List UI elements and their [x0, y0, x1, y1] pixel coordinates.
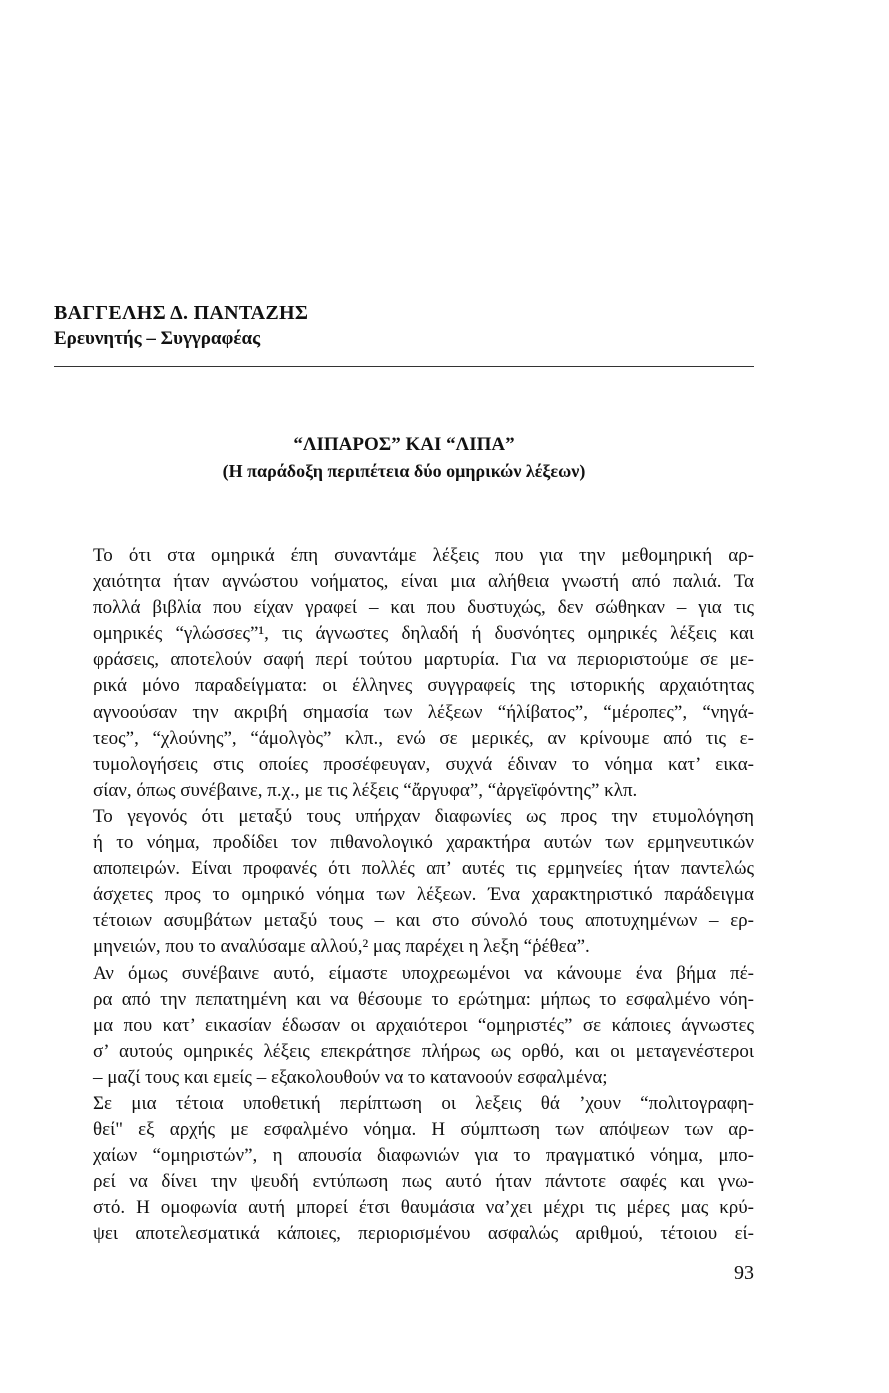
text-line: ψει αποτελεσματικά κάποιες, περιορισμένου ασφαλώς αριθμού, τέτοιου εί-: [93, 1223, 754, 1245]
text-line: Το ότι στα ομηρικά έπη συναντάμε λέξεις που για την μεθομηρική αρ-: [93, 545, 754, 566]
text-line: σίαν, όπως συνέβαινε, π.χ., με τις λέξεις “ἄργυφα”, “ἀργεϊφόντης” κλπ.: [93, 779, 638, 801]
text-line: Σε μια τέτοια υποθετική περίπτωση οι λεξεις θά ’χουν “πολιτογραφη-: [93, 1092, 754, 1114]
text-line: ρικά μόνο παραδείγματα: οι έλληνες συγγραφείς της ιστορικής αρχαιότητας: [93, 675, 754, 697]
text-line: ή το νόημα, προδίδει τον πιθανολογικό χαρακτήρα αυτών των ερμηνευτικών: [93, 832, 754, 854]
text-line: θεί" εξ αρχής με εσφαλμένο νόημα. Η σύμπτωση των απόψεων των αρ-: [93, 1119, 754, 1141]
text-line: τεος”, “χλούνης”, “άμολγὸς” κλπ., ενώ σε μερικές, αν κρίνουμε από τις ε-: [93, 727, 754, 749]
article-body: [54, 543, 754, 1248]
text-line: χαίων “ομηριστών”, η απουσία διαφωνιών για το πραγματικό νόημα, μπο-: [93, 1145, 754, 1167]
text-line: χαιότητα ήταν αγνώστου νοήματος, είναι μια αλήθεια γνωστή από παλιά. Τα: [93, 571, 754, 593]
paragraph-1: [54, 543, 754, 804]
header-divider: [54, 366, 754, 367]
title-block: [54, 432, 754, 484]
text-line: αγνοούσαν την ακριβή σημασία των λέξεων “ήλίβατος”, “μέροπες”, “νηγά-: [93, 701, 754, 723]
text-line: άσχετες προς το ομηρικό νόημα των λέξεων. Ένα χαρακτηριστικό παράδειγμα: [93, 884, 754, 906]
text-line: τυμολογήσεις στις οποίες προσέφευγαν, συχνά έδιναν το νόημα κατ’ εικα-: [93, 753, 754, 775]
article-subtitle: (Η παράδοξη περιπέτεια δύο ομηρικών λέξεων): [222, 461, 586, 481]
text-line: τέτοιων ασυμβάτων μεταξύ τους – και στο σύνολό τους αποτυχημένων – ερ-: [93, 910, 754, 932]
article-title: “ΛΙΠΑΡΟΣ” ΚΑΙ “ΛΙΠΑ”: [293, 434, 515, 455]
text-line: – μαζί τους και εμείς – εξακολουθούν να το κατανοούν εσφαλμένα;: [93, 1066, 608, 1088]
paragraph-3: [54, 961, 754, 1091]
text-line: φράσεις, αποτελούν σαφή περί τούτου μαρτυρία. Για να περιοριστούμε σε με-: [93, 649, 754, 671]
text-line: ρα από την πεπατημένη και να θέσουμε το ερώτημα: μήπως το εσφαλμένο νόη-: [93, 988, 754, 1010]
author-name: ΒΑΓΓΕΛΗΣ Δ. ΠΑΝΤΑΖΗΣ: [54, 302, 309, 324]
text-line: στό. Η ομοφωνία αυτή μπορεί έτσι θαυμάσια να’χει μέχρι τις μέρες μας κρύ-: [93, 1197, 754, 1219]
text-line: σ’ αυτούς ομηρικές λέξεις επεκράτησε πλήρως ως ορθό, και οι μεταγενέστεροι: [93, 1040, 754, 1062]
page-number: 93: [734, 1262, 754, 1284]
text-line: ομηρικές “γλώσσες”¹, τις άγνωστες δηλαδή ή δυσνόητες ομηρικές λέξεις και: [93, 623, 754, 645]
paragraph-2: [54, 804, 754, 961]
text-line: πολλά βιβλία που είχαν γραφεί – και που δυστυχώς, δεν σώθηκαν – για τις: [93, 597, 754, 619]
author-role: Ερευνητής – Συγγραφέας: [54, 328, 261, 349]
text-line: αποπειρών. Είναι προφανές ότι πολλές απ’ αυτές τις ερμηνείες ήταν παντελώς: [93, 858, 754, 880]
text-line: ρεί να δίνει την ψευδή εντύπωση πως αυτό ήταν πάντοτε σαφές και γνω-: [93, 1171, 754, 1193]
text-line: μηνειών, που το αναλύσαμε αλλού,² μας παρέχει η λεξη “ῥέθεα”.: [93, 936, 590, 958]
paragraph-4: [54, 1091, 754, 1248]
text-line: Αν όμως συνέβαινε αυτό, είμαστε υποχρεωμένοι να κάνουμε ένα βήμα πέ-: [93, 962, 754, 984]
text-line: μα που κατ’ εικασίαν έδωσαν οι αρχαιότεροι “ομηριστές” σε κάποιες άγνωστες: [93, 1014, 754, 1036]
author-block: [54, 300, 754, 352]
text-line: Το γεγονός ότι μεταξύ τους υπήρχαν διαφωνίες ως προς την ετυμολόγηση: [93, 805, 754, 827]
